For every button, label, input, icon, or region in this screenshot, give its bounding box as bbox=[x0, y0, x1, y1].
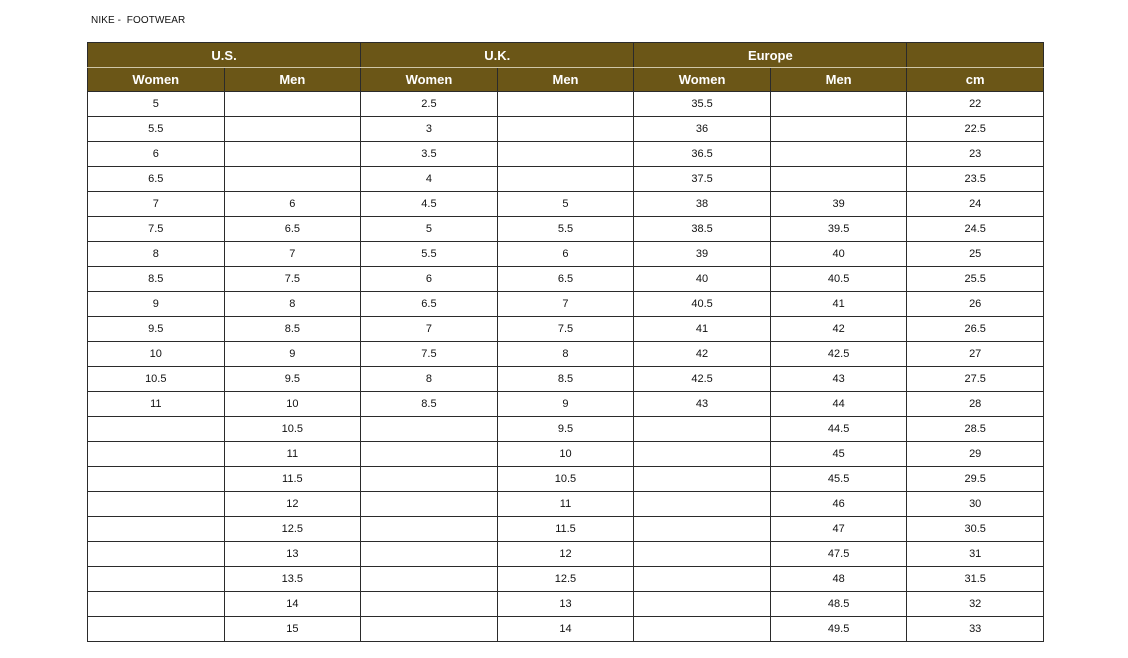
table-row bbox=[88, 117, 1044, 142]
cell-uk-men: 9 bbox=[497, 392, 634, 417]
group-header-row bbox=[88, 43, 1044, 68]
cell-uk-men: 8 bbox=[497, 342, 634, 367]
cell-us-men: 10.5 bbox=[224, 417, 361, 442]
table-row bbox=[88, 317, 1044, 342]
cell-cm: 25.5 bbox=[907, 267, 1044, 292]
cell-europe-men: 47 bbox=[770, 517, 907, 542]
cell-us-women: 5.5 bbox=[88, 117, 225, 142]
cell-europe-men: 48.5 bbox=[770, 592, 907, 617]
cell-uk-women: 2.5 bbox=[361, 92, 498, 117]
cell-cm: 24.5 bbox=[907, 217, 1044, 242]
cell-us-women bbox=[88, 542, 225, 567]
cell-europe-men: 47.5 bbox=[770, 542, 907, 567]
cell-uk-women bbox=[361, 617, 498, 642]
cell-cm: 22 bbox=[907, 92, 1044, 117]
cell-us-men: 10 bbox=[224, 392, 361, 417]
cell-europe-women: 35.5 bbox=[634, 92, 771, 117]
cell-us-women bbox=[88, 517, 225, 542]
cell-us-men: 7 bbox=[224, 242, 361, 267]
table-row bbox=[88, 417, 1044, 442]
cell-us-men: 12.5 bbox=[224, 517, 361, 542]
cell-us-women: 7 bbox=[88, 192, 225, 217]
cell-europe-women: 41 bbox=[634, 317, 771, 342]
col-header-uk-men: Men bbox=[497, 68, 634, 92]
cell-europe-men bbox=[770, 167, 907, 192]
cell-uk-women: 3.5 bbox=[361, 142, 498, 167]
document-title: NIKE - FOOTWEAR bbox=[91, 15, 186, 26]
cell-europe-men: 44 bbox=[770, 392, 907, 417]
cell-uk-women: 4.5 bbox=[361, 192, 498, 217]
cell-europe-women bbox=[634, 592, 771, 617]
cell-cm: 29 bbox=[907, 442, 1044, 467]
cell-uk-men: 7 bbox=[497, 292, 634, 317]
cell-us-men: 11 bbox=[224, 442, 361, 467]
cell-uk-women bbox=[361, 467, 498, 492]
table-row bbox=[88, 242, 1044, 267]
cell-europe-women bbox=[634, 542, 771, 567]
cell-europe-men: 45.5 bbox=[770, 467, 907, 492]
cell-us-men bbox=[224, 167, 361, 192]
cell-us-women bbox=[88, 567, 225, 592]
cell-us-women bbox=[88, 442, 225, 467]
cell-europe-men: 49.5 bbox=[770, 617, 907, 642]
cell-us-men: 14 bbox=[224, 592, 361, 617]
col-header-europe-men: Men bbox=[770, 68, 907, 92]
cell-cm: 31 bbox=[907, 542, 1044, 567]
table-row bbox=[88, 567, 1044, 592]
cell-us-women bbox=[88, 492, 225, 517]
cell-us-women: 6.5 bbox=[88, 167, 225, 192]
cell-cm: 23.5 bbox=[907, 167, 1044, 192]
cell-europe-men: 48 bbox=[770, 567, 907, 592]
cell-us-men: 8.5 bbox=[224, 317, 361, 342]
cell-uk-men bbox=[497, 117, 634, 142]
cell-europe-women: 36.5 bbox=[634, 142, 771, 167]
cell-us-men: 11.5 bbox=[224, 467, 361, 492]
cell-europe-women: 40.5 bbox=[634, 292, 771, 317]
cell-us-men: 9.5 bbox=[224, 367, 361, 392]
cell-cm: 28.5 bbox=[907, 417, 1044, 442]
cell-uk-men: 14 bbox=[497, 617, 634, 642]
table-row bbox=[88, 267, 1044, 292]
cell-europe-men: 46 bbox=[770, 492, 907, 517]
cell-uk-women: 7.5 bbox=[361, 342, 498, 367]
cell-europe-women: 43 bbox=[634, 392, 771, 417]
cell-uk-men: 10 bbox=[497, 442, 634, 467]
table-row bbox=[88, 467, 1044, 492]
cell-uk-men: 11 bbox=[497, 492, 634, 517]
cell-us-men: 15 bbox=[224, 617, 361, 642]
cell-europe-men: 45 bbox=[770, 442, 907, 467]
cell-uk-men: 6.5 bbox=[497, 267, 634, 292]
cell-uk-men: 5.5 bbox=[497, 217, 634, 242]
cell-uk-women: 5 bbox=[361, 217, 498, 242]
cell-uk-women bbox=[361, 517, 498, 542]
cell-us-men: 8 bbox=[224, 292, 361, 317]
group-header-uk: U.K. bbox=[361, 43, 634, 68]
cell-europe-women bbox=[634, 417, 771, 442]
cell-uk-women: 4 bbox=[361, 167, 498, 192]
col-header-uk-women: Women bbox=[361, 68, 498, 92]
cell-cm: 29.5 bbox=[907, 467, 1044, 492]
cell-europe-men: 43 bbox=[770, 367, 907, 392]
cell-cm: 30 bbox=[907, 492, 1044, 517]
cell-europe-women: 36 bbox=[634, 117, 771, 142]
table-row bbox=[88, 442, 1044, 467]
table-body bbox=[88, 92, 1044, 642]
cell-cm: 27.5 bbox=[907, 367, 1044, 392]
cell-us-women: 7.5 bbox=[88, 217, 225, 242]
table-row bbox=[88, 142, 1044, 167]
cell-cm: 26.5 bbox=[907, 317, 1044, 342]
cell-cm: 32 bbox=[907, 592, 1044, 617]
table-row bbox=[88, 167, 1044, 192]
cell-europe-women bbox=[634, 567, 771, 592]
cell-uk-women bbox=[361, 542, 498, 567]
cell-cm: 31.5 bbox=[907, 567, 1044, 592]
cell-cm: 22.5 bbox=[907, 117, 1044, 142]
cell-cm: 33 bbox=[907, 617, 1044, 642]
group-header-europe: Europe bbox=[634, 43, 907, 68]
cell-us-men: 9 bbox=[224, 342, 361, 367]
cell-europe-women bbox=[634, 467, 771, 492]
group-header-cm bbox=[907, 43, 1044, 68]
cell-europe-men: 42 bbox=[770, 317, 907, 342]
cell-uk-men: 9.5 bbox=[497, 417, 634, 442]
cell-us-women: 6 bbox=[88, 142, 225, 167]
cell-uk-women: 7 bbox=[361, 317, 498, 342]
cell-europe-men: 44.5 bbox=[770, 417, 907, 442]
col-header-europe-women: Women bbox=[634, 68, 771, 92]
cell-uk-women bbox=[361, 592, 498, 617]
cell-europe-women: 42.5 bbox=[634, 367, 771, 392]
cell-cm: 27 bbox=[907, 342, 1044, 367]
cell-us-women: 9 bbox=[88, 292, 225, 317]
table-row bbox=[88, 292, 1044, 317]
cell-europe-women: 42 bbox=[634, 342, 771, 367]
cell-europe-men: 42.5 bbox=[770, 342, 907, 367]
group-header-us: U.S. bbox=[88, 43, 361, 68]
cell-uk-men bbox=[497, 92, 634, 117]
cell-cm: 23 bbox=[907, 142, 1044, 167]
cell-uk-men: 6 bbox=[497, 242, 634, 267]
cell-europe-men: 41 bbox=[770, 292, 907, 317]
cell-cm: 25 bbox=[907, 242, 1044, 267]
cell-uk-men: 7.5 bbox=[497, 317, 634, 342]
cell-europe-women: 38.5 bbox=[634, 217, 771, 242]
cell-uk-women: 3 bbox=[361, 117, 498, 142]
cell-us-men: 12 bbox=[224, 492, 361, 517]
cell-us-women: 9.5 bbox=[88, 317, 225, 342]
cell-europe-men: 40 bbox=[770, 242, 907, 267]
cell-europe-men: 39.5 bbox=[770, 217, 907, 242]
col-header-us-men: Men bbox=[224, 68, 361, 92]
cell-us-women bbox=[88, 467, 225, 492]
cell-europe-women bbox=[634, 617, 771, 642]
cell-europe-women bbox=[634, 492, 771, 517]
cell-us-men bbox=[224, 92, 361, 117]
cell-uk-women: 6.5 bbox=[361, 292, 498, 317]
cell-cm: 28 bbox=[907, 392, 1044, 417]
cell-europe-women: 37.5 bbox=[634, 167, 771, 192]
cell-uk-men bbox=[497, 142, 634, 167]
cell-uk-men: 13 bbox=[497, 592, 634, 617]
cell-uk-men: 5 bbox=[497, 192, 634, 217]
cell-europe-women: 38 bbox=[634, 192, 771, 217]
table-row bbox=[88, 367, 1044, 392]
cell-uk-men: 12.5 bbox=[497, 567, 634, 592]
cell-cm: 30.5 bbox=[907, 517, 1044, 542]
cell-europe-women bbox=[634, 442, 771, 467]
table-row bbox=[88, 592, 1044, 617]
table-row bbox=[88, 92, 1044, 117]
cell-uk-women bbox=[361, 567, 498, 592]
cell-us-women: 10.5 bbox=[88, 367, 225, 392]
cell-europe-women: 40 bbox=[634, 267, 771, 292]
table-row bbox=[88, 617, 1044, 642]
cell-uk-women bbox=[361, 417, 498, 442]
cell-us-women bbox=[88, 417, 225, 442]
cell-europe-men bbox=[770, 92, 907, 117]
cell-uk-men: 11.5 bbox=[497, 517, 634, 542]
cell-us-women bbox=[88, 592, 225, 617]
cell-cm: 24 bbox=[907, 192, 1044, 217]
sub-header-row bbox=[88, 68, 1044, 92]
cell-us-women: 10 bbox=[88, 342, 225, 367]
cell-uk-women: 6 bbox=[361, 267, 498, 292]
cell-uk-women bbox=[361, 442, 498, 467]
cell-europe-women bbox=[634, 517, 771, 542]
table-row bbox=[88, 492, 1044, 517]
cell-uk-men: 12 bbox=[497, 542, 634, 567]
cell-us-women: 5 bbox=[88, 92, 225, 117]
cell-uk-women: 5.5 bbox=[361, 242, 498, 267]
cell-cm: 26 bbox=[907, 292, 1044, 317]
cell-us-men: 6.5 bbox=[224, 217, 361, 242]
cell-europe-men bbox=[770, 117, 907, 142]
table-row bbox=[88, 517, 1044, 542]
col-header-cm: cm bbox=[907, 68, 1044, 92]
table-row bbox=[88, 217, 1044, 242]
cell-us-women bbox=[88, 617, 225, 642]
cell-us-men bbox=[224, 117, 361, 142]
cell-us-men: 13.5 bbox=[224, 567, 361, 592]
col-header-us-women: Women bbox=[88, 68, 225, 92]
cell-europe-men: 40.5 bbox=[770, 267, 907, 292]
cell-us-women: 8.5 bbox=[88, 267, 225, 292]
cell-uk-women: 8.5 bbox=[361, 392, 498, 417]
cell-uk-men bbox=[497, 167, 634, 192]
cell-uk-women: 8 bbox=[361, 367, 498, 392]
cell-uk-men: 10.5 bbox=[497, 467, 634, 492]
cell-europe-men bbox=[770, 142, 907, 167]
cell-us-men bbox=[224, 142, 361, 167]
table-row bbox=[88, 342, 1044, 367]
table-row bbox=[88, 542, 1044, 567]
cell-us-men: 7.5 bbox=[224, 267, 361, 292]
cell-europe-men: 39 bbox=[770, 192, 907, 217]
table-row bbox=[88, 192, 1044, 217]
cell-uk-men: 8.5 bbox=[497, 367, 634, 392]
cell-europe-women: 39 bbox=[634, 242, 771, 267]
cell-us-men: 13 bbox=[224, 542, 361, 567]
cell-us-women: 11 bbox=[88, 392, 225, 417]
size-conversion-table bbox=[87, 42, 1044, 642]
table-row bbox=[88, 392, 1044, 417]
cell-uk-women bbox=[361, 492, 498, 517]
cell-us-men: 6 bbox=[224, 192, 361, 217]
cell-us-women: 8 bbox=[88, 242, 225, 267]
